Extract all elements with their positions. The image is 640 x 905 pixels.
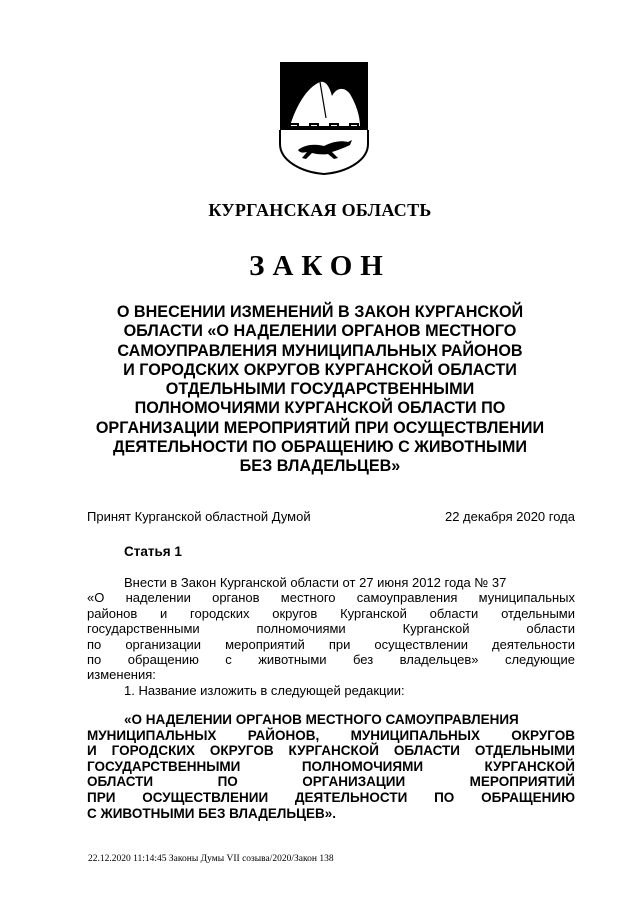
title-line: О ВНЕСЕНИИ ИЗМЕНЕНИЙ В ЗАКОН КУРГАНСКОЙ (116, 303, 524, 321)
body-line: государственными полномочиями Курганской области (87, 621, 575, 637)
body-line: по организации мероприятий при осуществлении деятельности (87, 636, 575, 652)
amend-line: И ГОРОДСКИХ ОКРУГОВ КУРГАНСКОЙ ОБЛАСТИ ОТДЕЛЬНЫМИ (87, 743, 575, 759)
amend-line: ПРИ ОСУЩЕСТВЛЕНИИ ДЕЯТЕЛЬНОСТИ ПО ОБРАЩЕНИЮ (87, 789, 575, 805)
body-line: по обращению с животными без владельцев» следующие (87, 652, 575, 668)
body-line: «О наделении органов местного самоуправления муниципальных (87, 590, 575, 606)
region-name: КУРГАНСКАЯ ОБЛАСТЬ (208, 200, 432, 220)
body-line: Внести в Закон Курганской области от 27 июня 2012 года № 37 (124, 575, 507, 590)
amended-title (87, 712, 575, 821)
document-type: ЗАКОН (249, 250, 391, 282)
adopted-date: 22 декабря 2020 года (444, 509, 575, 524)
amend-line: МУНИЦИПАЛЬНЫХ РАЙОНОВ, МУНИЦИПАЛЬНЫХ ОКРУГОВ (87, 727, 575, 743)
title-line: ОБЛАСТИ «О НАДЕЛЕНИИ ОРГАНОВ МЕСТНОГО (123, 322, 517, 341)
adopted-by: Принят Курганской областной Думой (87, 509, 311, 524)
title-line: ПОЛНОМОЧИЯМИ КУРГАНСКОЙ ОБЛАСТИ ПО (134, 399, 506, 418)
amend-line: «О НАДЕЛЕНИИ ОРГАНОВ МЕСТНОГО САМОУПРАВЛЕНИЯ (124, 712, 519, 727)
amend-line: ГОСУДАРСТВЕННЫМИ ПОЛНОМОЧИЯМИ КУРГАНСКОЙ (87, 758, 575, 774)
article-body (87, 575, 575, 698)
title-line: ОРГАНИЗАЦИИ МЕРОПРИЯТИЙ ПРИ ОСУЩЕСТВЛЕНИИ (95, 418, 545, 437)
article-heading: Статья 1 (124, 544, 182, 559)
amend-line: ОБЛАСТИ ПО ОРГАНИЗАЦИИ МЕРОПРИЯТИЙ (87, 774, 575, 790)
document-footer: 22.12.2020 11:14:45 Законы Думы VII созыва/2020/Закон 138 (88, 854, 334, 864)
adoption-line (87, 509, 575, 525)
title-line: ОТДЕЛЬНЫМИ ГОСУДАРСТВЕННЫМИ (165, 380, 475, 399)
body-line: изменения: (87, 667, 156, 683)
title-line: И ГОРОДСКИХ ОКРУГОВ КУРГАНСКОЙ ОБЛАСТИ (123, 360, 517, 379)
law-title (80, 303, 560, 477)
kurgan-coat-of-arms-icon (276, 60, 372, 176)
body-line: 1. Название изложить в следующей редакции: (124, 682, 405, 698)
title-line: САМОУПРАВЛЕНИЯ МУНИЦИПАЛЬНЫХ РАЙОНОВ (117, 341, 523, 360)
body-line: районов и городских округов Курганской области отдельными (87, 605, 575, 621)
title-line: ДЕЯТЕЛЬНОСТИ ПО ОБРАЩЕНИЮ С ЖИВОТНЫМИ (113, 438, 527, 457)
title-line: БЕЗ ВЛАДЕЛЬЦЕВ» (239, 457, 401, 476)
amend-line: С ЖИВОТНЫМИ БЕЗ ВЛАДЕЛЬЦЕВ». (87, 805, 336, 821)
